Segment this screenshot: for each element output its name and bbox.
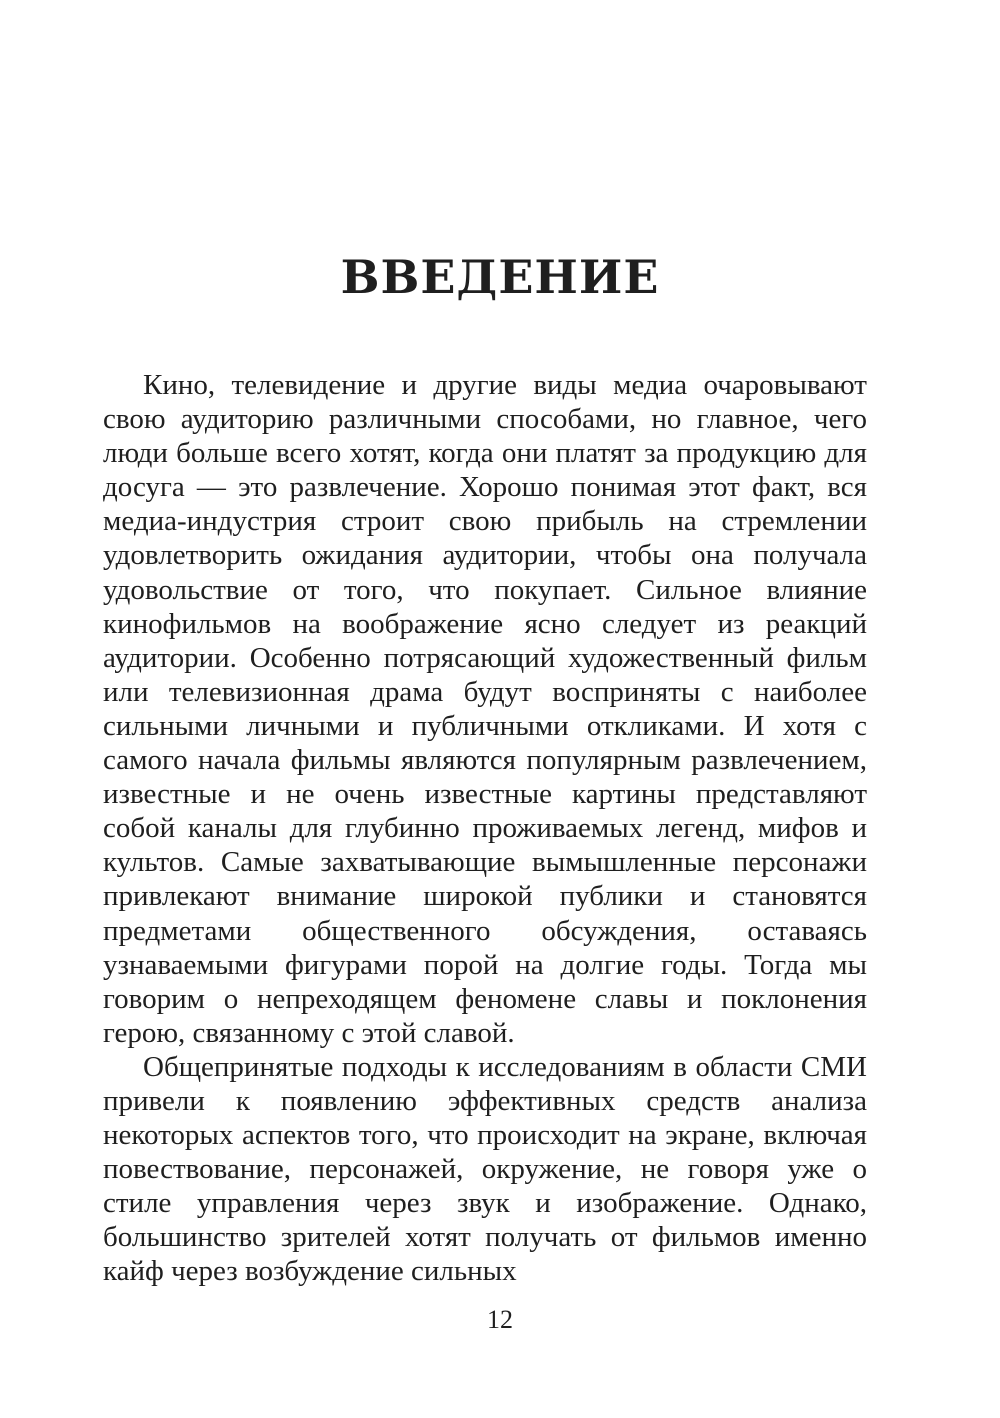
paragraph: Кино, телевидение и другие виды медиа очаровывают свою аудиторию различными способами, но главное, чего люди больше всего хотят, когда они платят за продукцию для досуга — это развлечение. Хорошо понимая этот факт, вся медиа-индустрия строит свою прибыль на стремлении удовлетворить ожидания аудитории, чтобы она получала удовольствие от того, что покупает. Сильное влияние кинофильмов на воображение ясно следует из реакций аудитории. Особенно потрясающий художественный фильм или телевизионная драма будут восприняты с наиболее сильными личными и публичными откликами. И хотя с самого начала фильмы являются популярным развлечением, известные и не очень известные картины представляют собой каналы для глубинно проживаемых легенд, мифов и культов. Самые захватывающие вымышленные персонажи привлекают внимание широкой публики и становятся предметами общественного обсуждения, оставаясь узнаваемыми фигурами порой на долгие годы. Тогда мы говорим о непреходящем феномене славы и поклонения герою, связанному с этой славой. <box>103 369 867 1049</box>
paragraph: Общепринятые подходы к исследованиям в области СМИ привели к появлению эффективных средств анализа некоторых аспектов того, что происходит на экране, включая повествование, персонажей, окружение, не говоря уже о стиле управления через звук и изображение. Однако, большинство зрителей хотят получать от фильмов именно кайф через возбуждение сильных <box>103 1050 867 1288</box>
chapter-body <box>103 368 867 1289</box>
chapter-title: ВВЕДЕНИЕ <box>340 250 660 304</box>
page-number: 12 <box>487 1305 513 1334</box>
